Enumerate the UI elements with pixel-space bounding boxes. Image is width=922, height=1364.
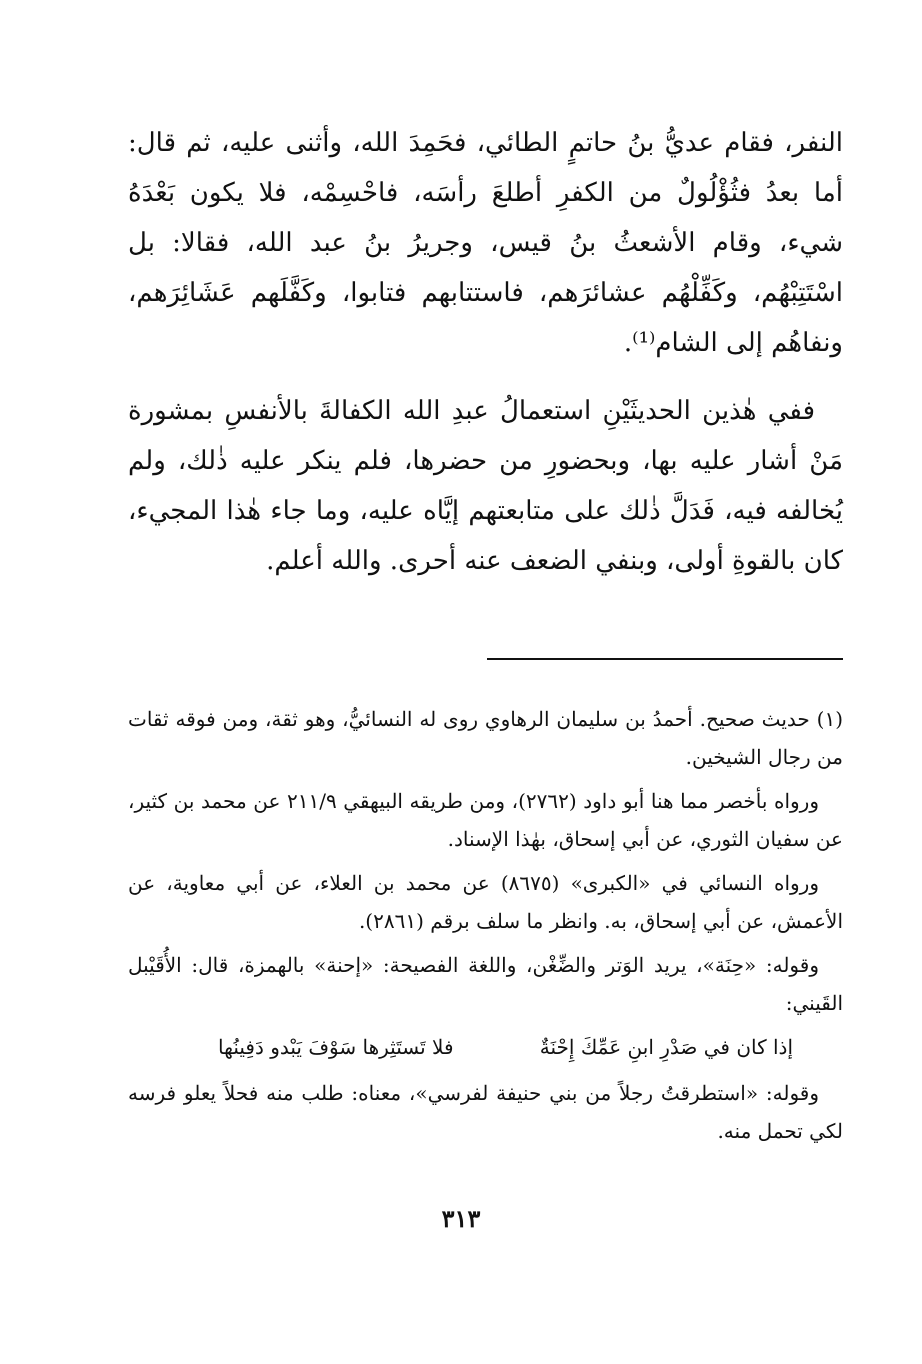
footnote-1-abu-dawud: ورواه بأخصر مما هنا أبو داود (٢٧٦٢)، ومن طريقه البيهقي ٢١١/٩ عن محمد بن كثير، عن سفيان الثوري، عن أبي إسحاق، بهٰذا الإسناد. — [128, 789, 843, 851]
main-paragraph-1: النفر، فقام عديُّ بنُ حاتمٍ الطائي، فحَمِدَ الله، وأثنى عليه، ثم قال: أما بعدُ فثُؤْلُولٌ من الكفرِ أطلعَ رأسَه، فاحْسِمْه، فلا يكون بَعْدَهُ شيء، وقام الأشعثُ بنُ قيس، وجريرُ بنُ عبد الله، فقالا: بل اسْتَتِبْهُم، وكَفِّلْهُم عشائرَهم، فاستتابهم فتابوا، وكَفَّلَهم عَشَائِرَهم، ونفاهُم إلى الشام⁽¹⁾. — [128, 128, 843, 358]
verse-second-hemistich: فلا تَستَثِرها سَوْفَ يَبْدو دَفِينُها — [218, 1035, 454, 1059]
footnote-separator — [487, 658, 843, 660]
poetry-verse — [128, 1028, 843, 1066]
footnote-1-hina-explanation: وقوله: «حِنَة»، يريد الوَتر والضِّغْن، واللغة الفصيحة: «إحنة» بالهمزة، قال: الأُقَيْبل القَيني: — [128, 953, 843, 1015]
footnotes — [128, 700, 843, 1156]
main-paragraph-2: ففي هٰذين الحديثَيْنِ استعمالُ عبدِ الله الكفالةَ بالأنفسِ بمشورة مَنْ أشار عليه بها، وبحضورِ من حضرها، فلم ينكر عليه ذٰلك، ولم يُخالفه فيه، فَدَلَّ ذٰلك على متابعتهم إيَّاه عليه، وما جاء هٰذا المجيء، كان بالقوةِ أولى، وبنفي الضعف عنه أحرى. والله أعلم. — [128, 396, 843, 576]
verse-first-hemistich: إذا كان في صَدْرِ ابنِ عَمِّكَ إِحْنَةٌ — [539, 1035, 793, 1059]
main-text — [128, 118, 843, 586]
footnote-1: (١) حديث صحيح. أحمدُ بن سليمان الرهاوي روى له النسائيُّ، وهو ثقة، ومن فوقه ثقات من رجال الشيخين. — [128, 707, 843, 769]
page-number: ٣١٣ — [441, 1204, 481, 1233]
footnote-1-istatraqtu-explanation: وقوله: «استطرقتُ رجلاً من بني حنيفة لفرسي»، معناه: طلب منه فحلاً يعلو فرسه لكي تحمل منه. — [128, 1081, 843, 1143]
footnote-1-nasai: ورواه النسائي في «الكبرى» (٨٦٧٥) عن محمد بن العلاء، عن أبي معاوية، عن الأعمش، عن أبي إسحاق، به. وانظر ما سلف برقم (٢٨٦١). — [128, 871, 843, 933]
